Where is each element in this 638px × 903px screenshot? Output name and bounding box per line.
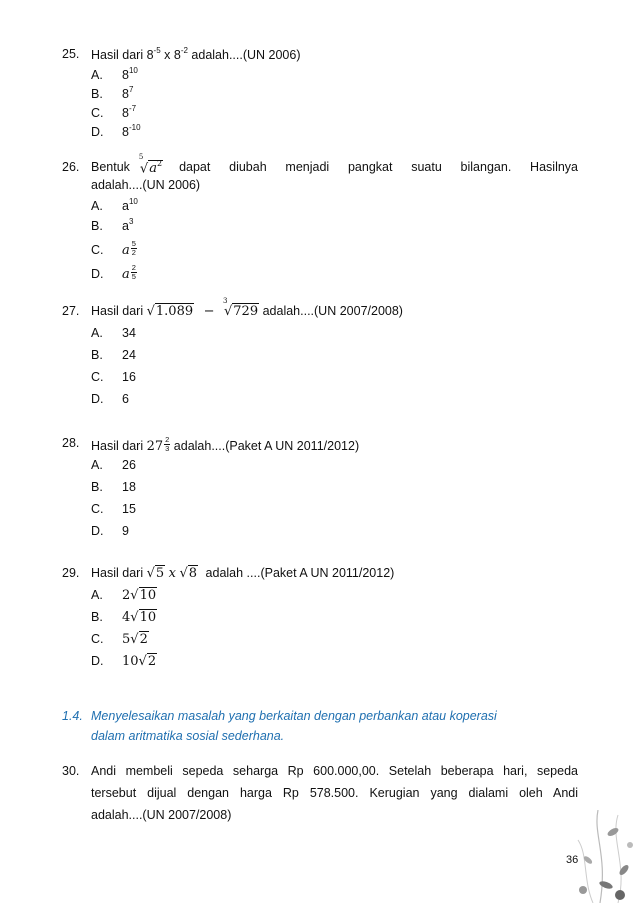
option-a xyxy=(91,198,138,213)
question-text-part: Hasil dari 8 xyxy=(91,48,154,63)
fraction-exponent xyxy=(131,240,137,257)
question-number: 27. xyxy=(62,304,80,318)
option-value: 26 xyxy=(122,458,136,472)
radical-sign: √ xyxy=(130,588,139,603)
option-exponent: 10 xyxy=(128,66,138,75)
section-title-line: Menyelesaikan masalah yang berkaitan dengan perbankan atau koperasi xyxy=(91,709,497,723)
option-c xyxy=(91,240,137,258)
option-letter: A. xyxy=(91,458,103,472)
question-text-part: Hasil dari xyxy=(91,566,144,580)
option-exponent: 3 xyxy=(128,217,134,226)
question-text-part: adalah....(Paket A UN 2011/2012) xyxy=(173,439,360,453)
radicand: 2 xyxy=(147,654,157,669)
option-letter: C. xyxy=(91,106,104,121)
option-letter: A. xyxy=(91,588,103,602)
option-letter: B. xyxy=(91,480,103,494)
question-text-part: Hasil dari xyxy=(91,304,144,318)
fraction-exponent xyxy=(131,264,137,281)
radical-sign: √ xyxy=(146,304,155,319)
option-d xyxy=(91,392,129,406)
option-letter: B. xyxy=(91,348,103,362)
root-index: 3 xyxy=(222,297,228,305)
question-text-part: Bentuk xyxy=(91,160,130,174)
option-c xyxy=(91,105,136,120)
option-letter: B. xyxy=(91,219,103,234)
page-number: 36 xyxy=(566,854,579,866)
section-heading xyxy=(62,706,578,748)
question-text-part: dapat diubah menjadi pangkat suatu bilangan. Hasilnya xyxy=(179,160,578,174)
option-b xyxy=(91,480,136,494)
option-b xyxy=(91,610,157,625)
numerator: 2 xyxy=(165,435,170,444)
option-letter: D. xyxy=(91,392,104,406)
option-base: a xyxy=(122,199,129,214)
option-base: 8 xyxy=(122,125,129,140)
question-29 xyxy=(62,566,578,676)
question-text-part: adalah....(UN 2007/2008) xyxy=(262,304,403,318)
option-a xyxy=(91,326,136,340)
option-d xyxy=(91,524,129,538)
option-base: 8 xyxy=(122,68,129,83)
question-28 xyxy=(62,436,578,536)
option-base: 8 xyxy=(122,106,129,121)
cube-root-expression xyxy=(222,297,259,319)
question-27 xyxy=(62,297,578,406)
option-letter: A. xyxy=(91,68,103,83)
square-root-expression xyxy=(147,566,166,581)
option-base: 8 xyxy=(122,87,129,102)
question-text-part: x 8 xyxy=(160,48,181,63)
section-number: 1.4. xyxy=(62,709,83,723)
radicand: 10 xyxy=(139,588,157,603)
coefficient: 10 xyxy=(122,654,139,669)
question-text xyxy=(91,436,578,454)
option-d xyxy=(91,654,157,669)
radicand: 1.089 xyxy=(155,304,194,319)
question-text-line: tersebut dijual dengan harga Rp 578.500. Kerugian yang dialami oleh Andi xyxy=(91,786,578,800)
square-root-expression xyxy=(147,304,195,319)
option-exponent: -7 xyxy=(128,104,137,113)
option-letter: C. xyxy=(91,502,104,516)
option-letter: C. xyxy=(91,632,104,646)
question-30 xyxy=(62,760,578,830)
question-number: 29. xyxy=(62,566,80,580)
question-text-line: adalah....(UN 2007/2008) xyxy=(91,808,232,822)
minus-sign: − xyxy=(203,304,215,319)
question-text-line: Andi membeli sepeda seharga Rp 600.000,00. Setelah beberapa hari, sepeda xyxy=(91,764,578,778)
option-letter: D. xyxy=(91,267,104,281)
option-a xyxy=(91,588,157,603)
option-b xyxy=(91,86,133,101)
question-number: 26. xyxy=(62,160,80,174)
option-letter: C. xyxy=(91,370,104,384)
radicand: 2 xyxy=(139,632,148,647)
question-number: 25. xyxy=(62,47,80,61)
option-letter: C. xyxy=(91,243,104,257)
section-title-line: dalam aritmatika sosial sederhana. xyxy=(91,729,285,743)
radical-sign: √ xyxy=(130,632,139,647)
fraction-exponent xyxy=(164,436,170,453)
radicand: a xyxy=(149,161,157,177)
option-base: a xyxy=(122,219,129,234)
question-26 xyxy=(62,153,578,285)
question-number: 30. xyxy=(62,764,80,778)
question-25 xyxy=(62,46,578,140)
exponent: -2 xyxy=(180,46,188,55)
radicand: 729 xyxy=(233,304,259,319)
option-c xyxy=(91,502,136,516)
option-letter: B. xyxy=(91,610,103,624)
option-d xyxy=(91,124,141,139)
option-d xyxy=(91,264,137,282)
option-exponent: -10 xyxy=(128,123,141,132)
radical-sign: √ xyxy=(146,566,155,581)
option-letter: D. xyxy=(91,125,104,140)
option-value: 9 xyxy=(122,524,129,538)
question-text-part: Hasil dari xyxy=(91,439,144,453)
radicand: 5 xyxy=(155,566,165,581)
radical-sign: √ xyxy=(139,161,149,177)
question-text-part: adalah....(UN 2006) xyxy=(187,48,301,63)
option-letter: A. xyxy=(91,199,103,214)
option-value: 16 xyxy=(122,370,136,384)
option-exponent: 7 xyxy=(128,85,134,94)
option-a xyxy=(91,458,136,472)
radical-sign: √ xyxy=(130,610,139,625)
numerator: 2 xyxy=(131,263,136,272)
coefficient: 2 xyxy=(122,588,131,603)
radical-sign: √ xyxy=(138,654,147,669)
denominator: 2 xyxy=(131,248,136,257)
question-text xyxy=(91,153,578,177)
option-letter: D. xyxy=(91,654,104,668)
option-value: 6 xyxy=(122,392,129,406)
coefficient: 4 xyxy=(122,610,131,625)
option-letter: D. xyxy=(91,524,104,538)
numerator: 5 xyxy=(131,239,136,248)
option-base: a xyxy=(122,267,130,282)
coefficient: 5 xyxy=(122,632,131,647)
question-text-part: adalah ....(Paket A UN 2011/2012) xyxy=(205,566,395,580)
radical-sign: √ xyxy=(179,566,188,581)
radicand: 8 xyxy=(188,566,198,581)
exponent: -5 xyxy=(153,46,161,55)
option-value: 15 xyxy=(122,502,136,516)
option-b xyxy=(91,218,133,233)
radicand-exponent: 2 xyxy=(156,159,163,168)
denominator: 5 xyxy=(131,272,136,281)
power-base: 27 xyxy=(146,439,164,454)
option-letter: A. xyxy=(91,326,103,340)
question-text xyxy=(91,47,578,62)
question-text xyxy=(91,297,578,319)
option-c xyxy=(91,632,149,647)
option-value: 18 xyxy=(122,480,136,494)
option-base: a xyxy=(122,243,130,258)
option-c xyxy=(91,370,136,384)
option-b xyxy=(91,348,136,362)
fifth-root-expression xyxy=(138,153,163,177)
root-index: 5 xyxy=(138,153,144,161)
question-text xyxy=(91,566,578,581)
option-value: 24 xyxy=(122,348,136,362)
square-root-expression xyxy=(179,566,198,581)
radicand: 10 xyxy=(139,610,157,625)
option-letter: B. xyxy=(91,87,103,102)
radical-sign: √ xyxy=(223,304,233,319)
option-a xyxy=(91,67,138,82)
question-text-continued: adalah....(UN 2006) xyxy=(91,178,201,192)
times-sign: x xyxy=(168,566,176,581)
option-exponent: 10 xyxy=(128,197,138,206)
question-number: 28. xyxy=(62,436,80,450)
option-value: 34 xyxy=(122,326,136,340)
denominator: 3 xyxy=(165,444,170,453)
